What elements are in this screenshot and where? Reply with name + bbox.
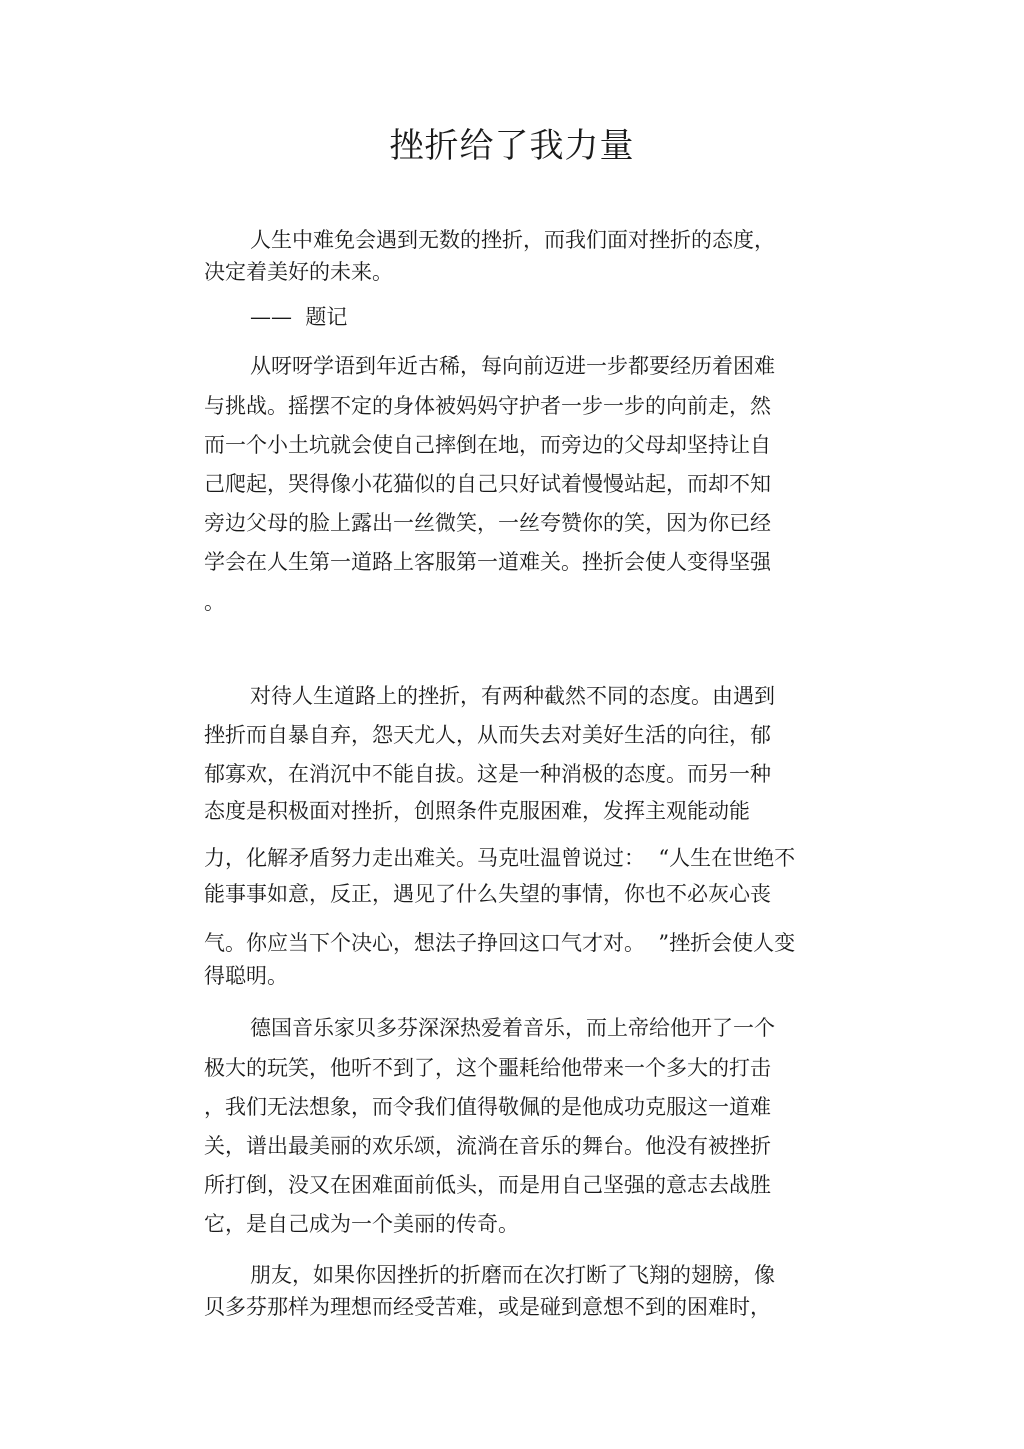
text-line: 与挑战。摇摆不定的身体被妈妈守护者一步一步的向前走，然 [204,394,771,418]
text-line: 得聪明。 [204,964,288,988]
text-line: 旁边父母的脸上露出一丝微笑，一丝夸赞你的笑，因为你已经 [204,511,771,535]
text-line: 人生中难免会遇到无数的挫折，而我们面对挫折的态度， [250,228,775,252]
text-line: 它，是自己成为一个美丽的传奇。 [204,1212,519,1236]
text-line: ，我们无法想象，而令我们值得敬佩的是他成功克服这一道难 [204,1095,771,1119]
text-line: 贝多芬那样为理想而经受苦难，或是碰到意想不到的困难时， [204,1295,771,1319]
text-line: 朋友，如果你因挫折的折磨而在次打断了飞翔的翅膀，像 [250,1263,775,1287]
document-title: 挫折给了我力量 [389,126,635,166]
text-line: 德国音乐家贝多芬深深热爱着音乐，而上帝给他开了一个 [250,1016,775,1040]
text-line: 从呀呀学语到年近古稀，每向前迈进一步都要经历着困难 [250,354,775,378]
text-line: 。 [204,590,225,614]
text-line: 学会在人生第一道路上客服第一道难关。挫折会使人变得坚强 [204,550,771,574]
text-line: 极大的玩笑，他听不到了，这个噩耗给他带来一个多大的打击 [204,1056,771,1080]
text-line: 关，谱出最美丽的欢乐颂，流淌在音乐的舞台。他没有被挫折 [204,1134,771,1158]
text-line: 决定着美好的未来。 [204,260,393,284]
text-line: 己爬起，哭得像小花猫似的自己只好试着慢慢站起，而却不知 [204,472,771,496]
text-line: 气。你应当下个决心，想法子挣回这口气才对。 ”挫折会使人变 [204,931,796,955]
epigraph-attribution: —— 题记 [250,305,348,329]
text-line: 能事事如意，反正，遇见了什么失望的事情，你也不必灰心丧 [204,882,771,906]
text-line: 态度是积极面对挫折，创照条件克服困难，发挥主观能动能 [204,799,750,823]
text-line: 挫折而自暴自弃，怨天尤人，从而失去对美好生活的向往，郁 [204,723,771,747]
text-line: 郁寡欢，在消沉中不能自拔。这是一种消极的态度。而另一种 [204,762,771,786]
text-line: 而一个小土坑就会使自己摔倒在地，而旁边的父母却坚持让自 [204,433,771,457]
text-line: 对待人生道路上的挫折，有两种截然不同的态度。由遇到 [250,684,775,708]
text-line: 力，化解矛盾努力走出难关。马克吐温曾说过： “人生在世绝不 [204,846,796,870]
text-line: 所打倒，没又在困难面前低头，而是用自己坚强的意志去战胜 [204,1173,771,1197]
